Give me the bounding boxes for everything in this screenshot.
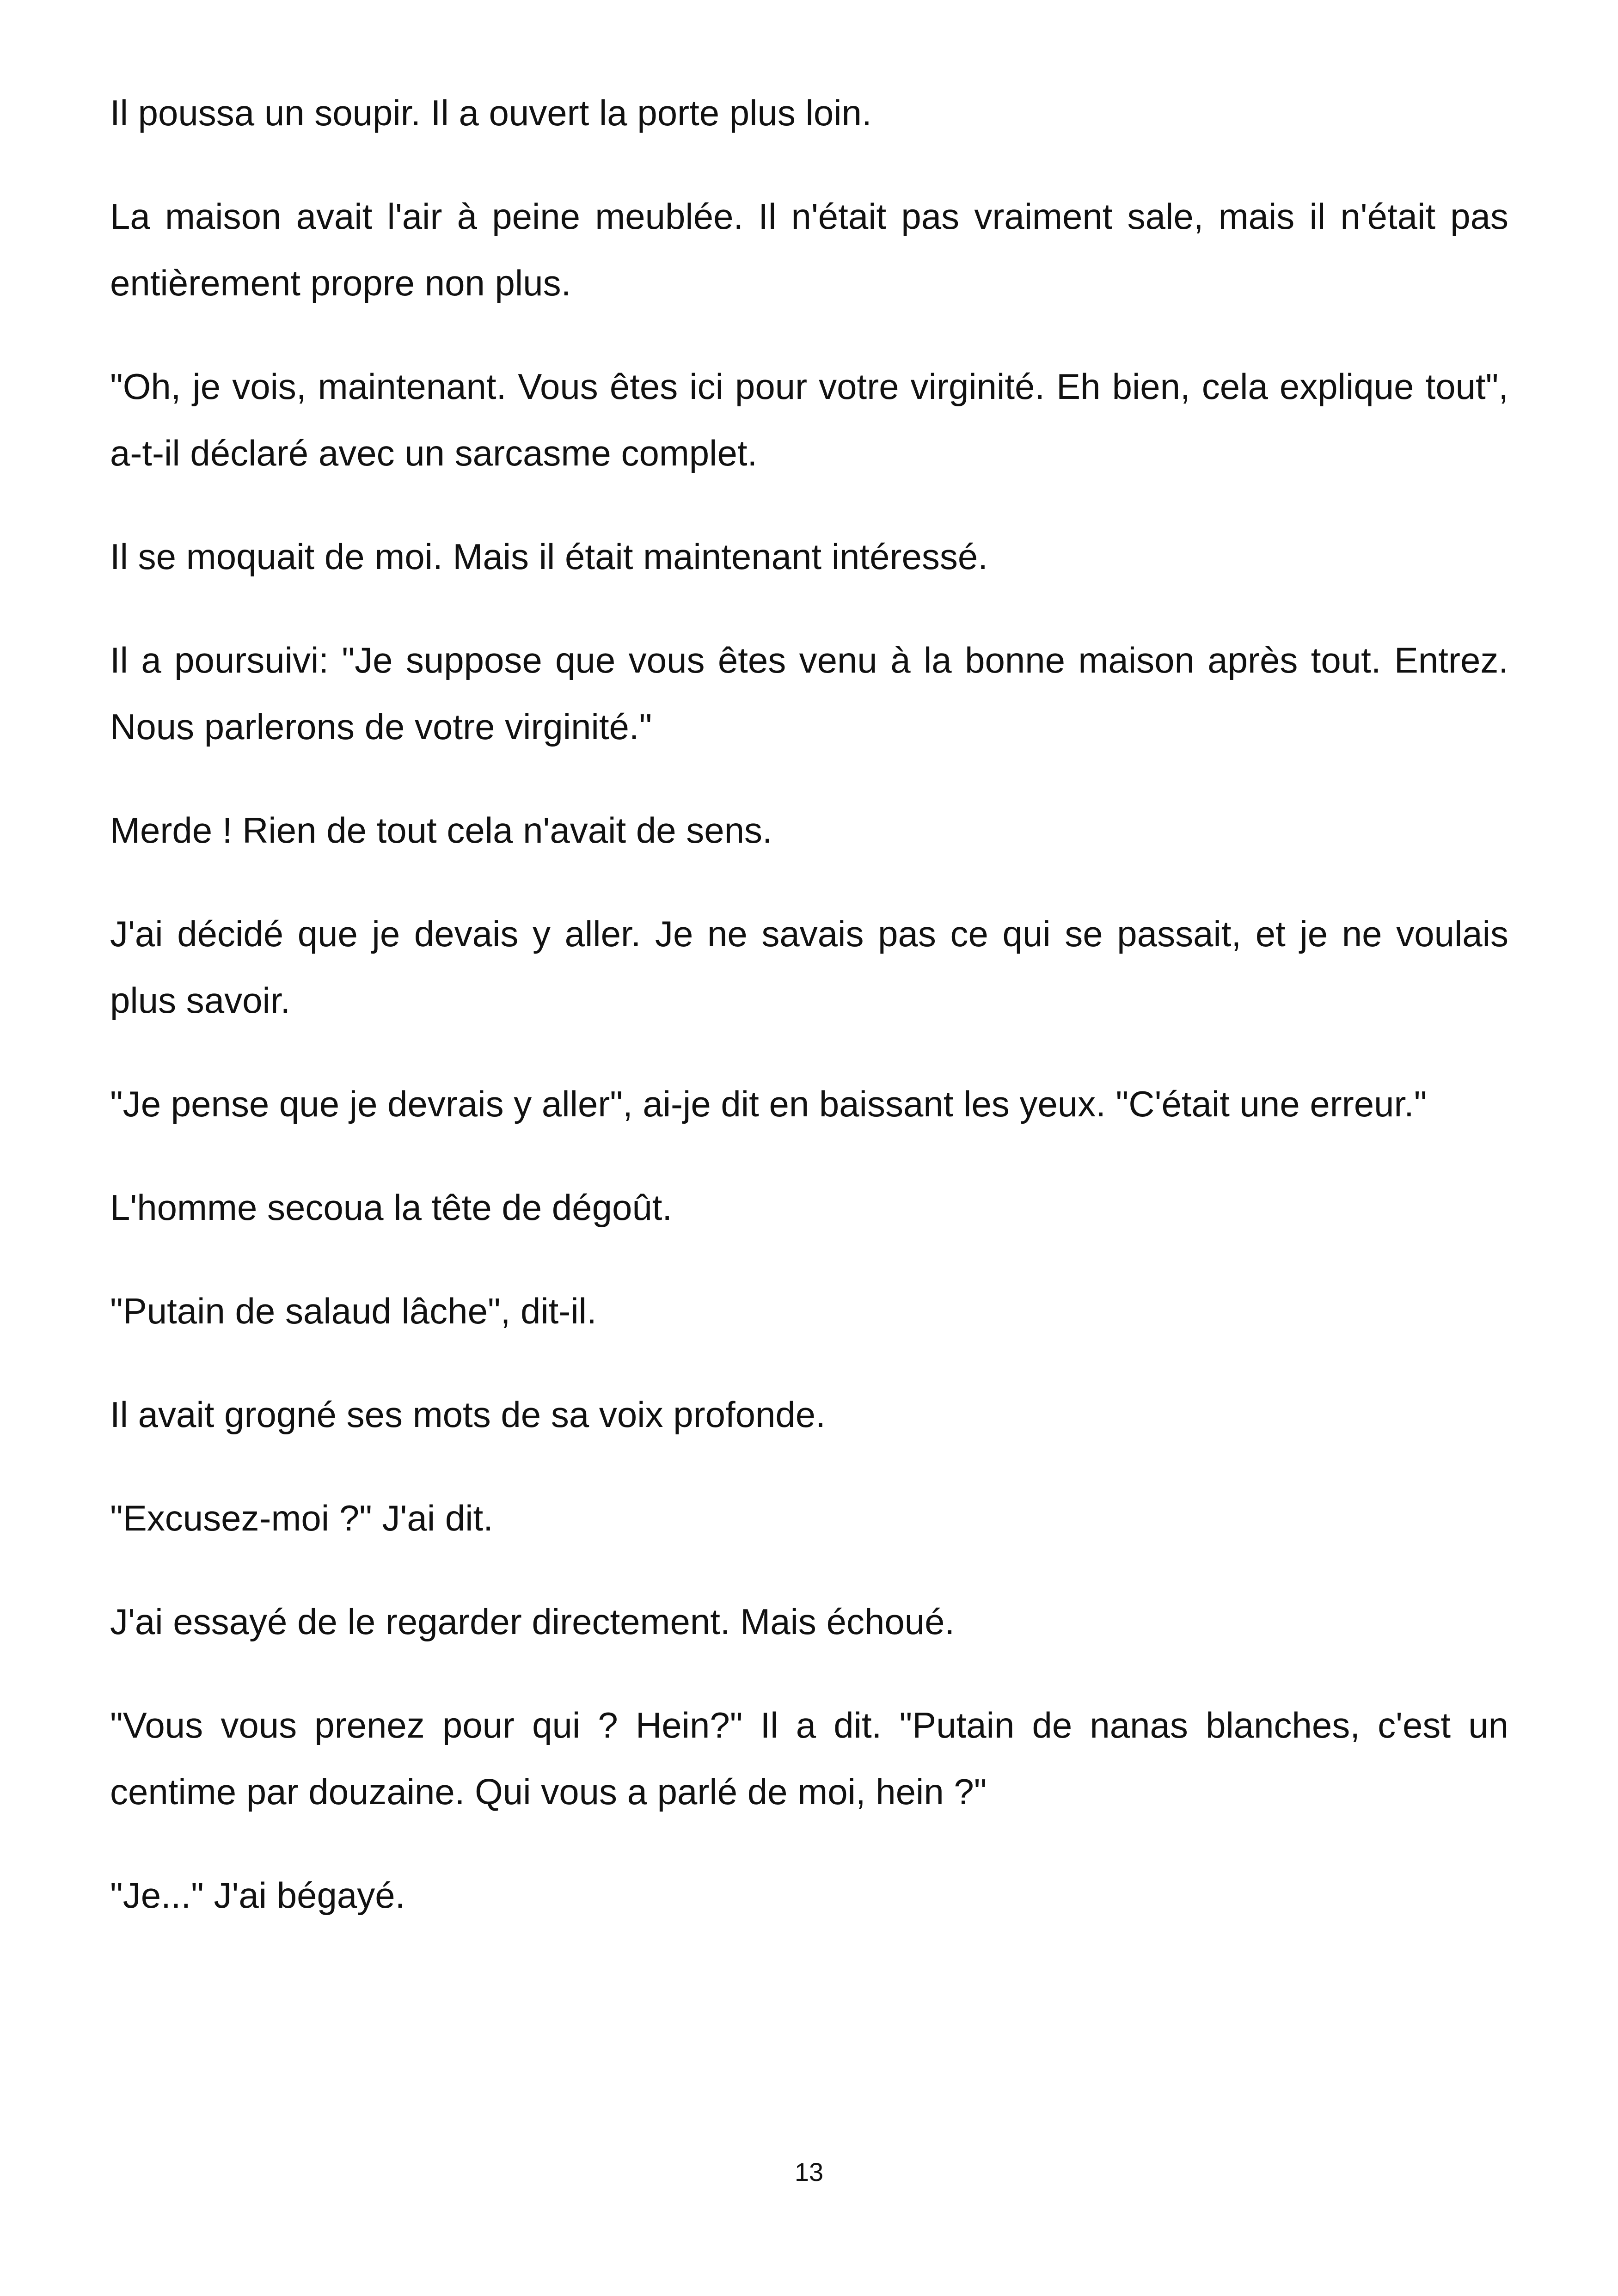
paragraph: "Je..." J'ai bégayé.	[110, 1875, 405, 1916]
paragraph: J'ai essayé de le regarder directement. Mais échoué.	[110, 1601, 955, 1642]
paragraph: "Putain de salaud lâche", dit-il.	[110, 1291, 597, 1331]
paragraph: "Vous vous prenez pour qui ? Hein?" Il a dit. "Putain de nanas blanches, c'est un centime par douzaine. Qui vous a parlé de moi, hein ?"	[110, 1705, 1508, 1812]
paragraph: "Je pense que je devrais y aller", ai-je dit en baissant les yeux. "C'était une erreur."	[110, 1084, 1427, 1124]
paragraph: La maison avait l'air à peine meublée. Il n'était pas vraiment sale, mais il n'était pas entièrement propre non plus.	[110, 196, 1508, 303]
paragraph: J'ai décidé que je devais y aller. Je ne savais pas ce qui se passait, et je ne voulais plus savoir.	[110, 913, 1508, 1021]
body-text	[110, 80, 1508, 1965]
paragraph: Merde ! Rien de tout cela n'avait de sens.	[110, 810, 772, 851]
paragraph: Il se moquait de moi. Mais il était maintenant intéressé.	[110, 536, 988, 577]
paragraph: Il poussa un soupir. Il a ouvert la porte plus loin.	[110, 92, 872, 133]
paragraph: "Excusez-moi ?" J'ai dit.	[110, 1498, 493, 1538]
paragraph: "Oh, je vois, maintenant. Vous êtes ici pour votre virginité. Eh bien, cela explique tout", a-t-il déclaré avec un sarcasme complet.	[110, 366, 1508, 473]
paragraph: Il avait grogné ses mots de sa voix profonde.	[110, 1394, 826, 1435]
paragraph: L'homme secoua la tête de dégoût.	[110, 1187, 673, 1228]
paragraph: Il a poursuivi: "Je suppose que vous êtes venu à la bonne maison après tout. Entrez. Nous parlerons de votre virginité."	[110, 640, 1508, 747]
page-number: 13	[794, 2157, 824, 2186]
